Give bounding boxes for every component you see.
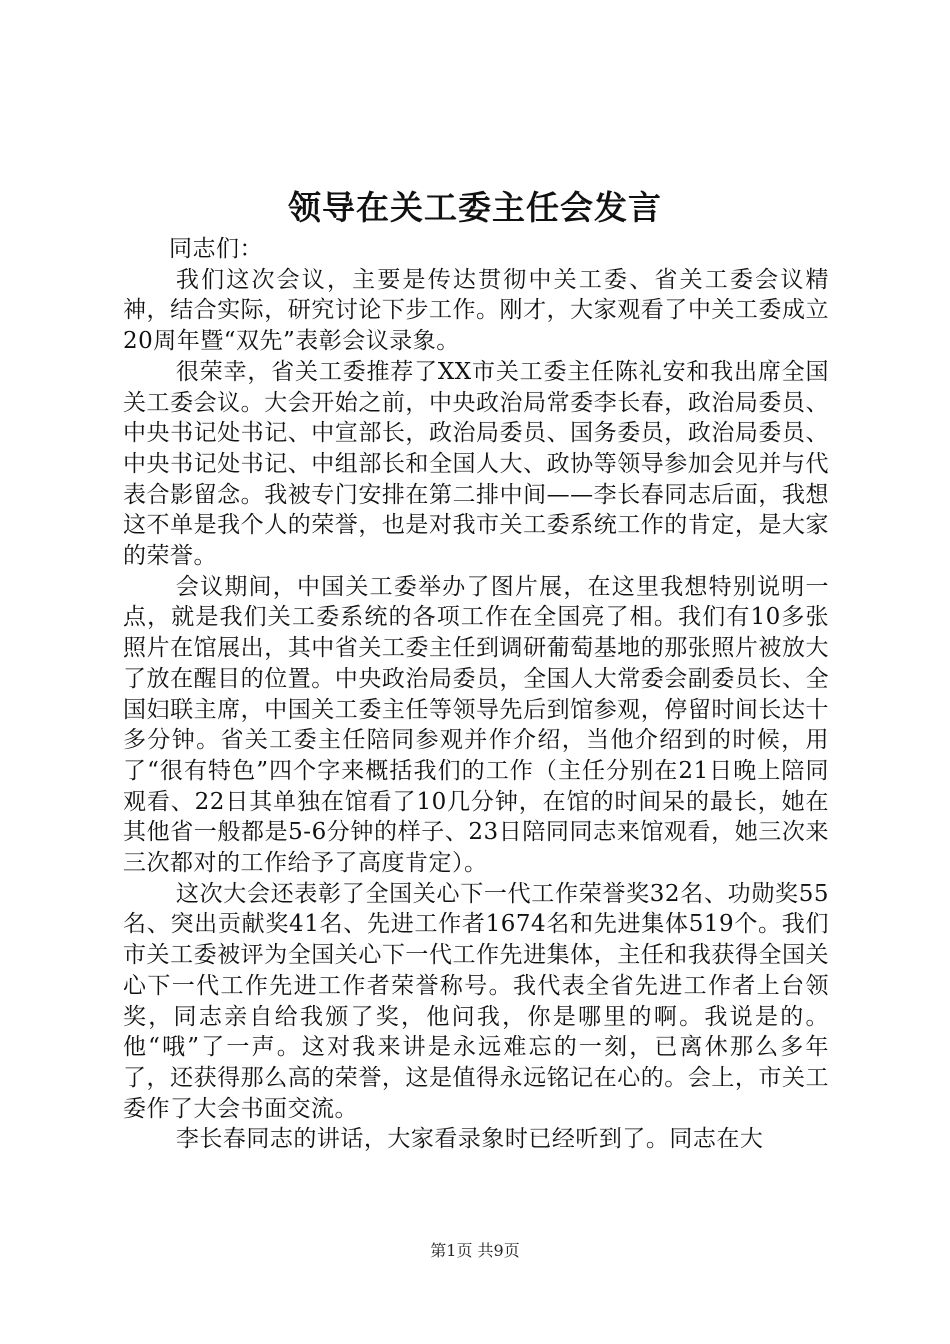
paragraph: 李长春同志的讲话，大家看录象时已经听到了。同志在大	[175, 1126, 764, 1153]
paragraph: 我们这次会议，主要是传达贯彻中关工委、省关工委会议精神，结合实际，研究讨论下步工作。刚才，大家观看了中关工委成立20周年暨“双先”表彰会议录象。	[123, 266, 829, 355]
paragraph: 很荣幸，省关工委推荐了XX市关工委主任陈礼安和我出席全国关工委会议。大会开始之前，中央政治局常委李长春，政治局委员、中央书记处书记、中宣部长，政治局委员、国务委员，政治局委员、中央书记处书记、中组部长和全国人大、政协等领导参加会见并与代表合影留念。我被专门安排在第二排中间——李长春同志后面，我想这不单是我个人的荣誉，也是对我市关工委系统工作的肯定，是大家的荣誉。	[123, 358, 829, 570]
document-title: 领导在关工委主任会发言	[288, 188, 662, 227]
salutation: 同志们：	[169, 236, 263, 262]
page-number-footer: 第1页 共9页	[430, 1241, 520, 1260]
paragraph: 这次大会还表彰了全国关心下一代工作荣誉奖32名、功勋奖55名、突出贡献奖41名、先进工作者1674名和先进集体519个。我们市关工委被评为全国关心下一代工作先进集体，主任和我获得全国关心下一代工作先进工作者荣誉称号。我代表全省先进工作者上台领奖，同志亲自给我颁了奖，他问我，你是哪里的啊。我说是的。他“哦”了一声。这对我来讲是永远难忘的一刻，已离休那么多年了，还获得那么高的荣誉，这是值得永远铭记在心的。会上，市关工委作了大会书面交流。	[123, 880, 829, 1122]
paragraph: 会议期间，中国关工委举办了图片展，在这里我想特别说明一点，就是我们关工委系统的各项工作在全国亮了相。我们有10多张照片在馆展出，其中省关工委主任到调研葡萄基地的那张照片被放大了放在醒目的位置。中央政治局委员，全国人大常委会副委员长、全国妇联主席，中国关工委主任等领导先后到馆参观，停留时间长达十多分钟。省关工委主任陪同参观并作介绍，当他介绍到的时候，用了“很有特色”四个字来概括我们的工作（主任分别在21日晚上陪同观看、22日其单独在馆看了10几分钟，在馆的时间呆的最长，她在其他省一般都是5-6分钟的样子、23日陪同同志来馆观看，她三次来三次都对的工作给予了高度肯定）。	[123, 573, 829, 877]
document-body	[123, 234, 829, 1155]
